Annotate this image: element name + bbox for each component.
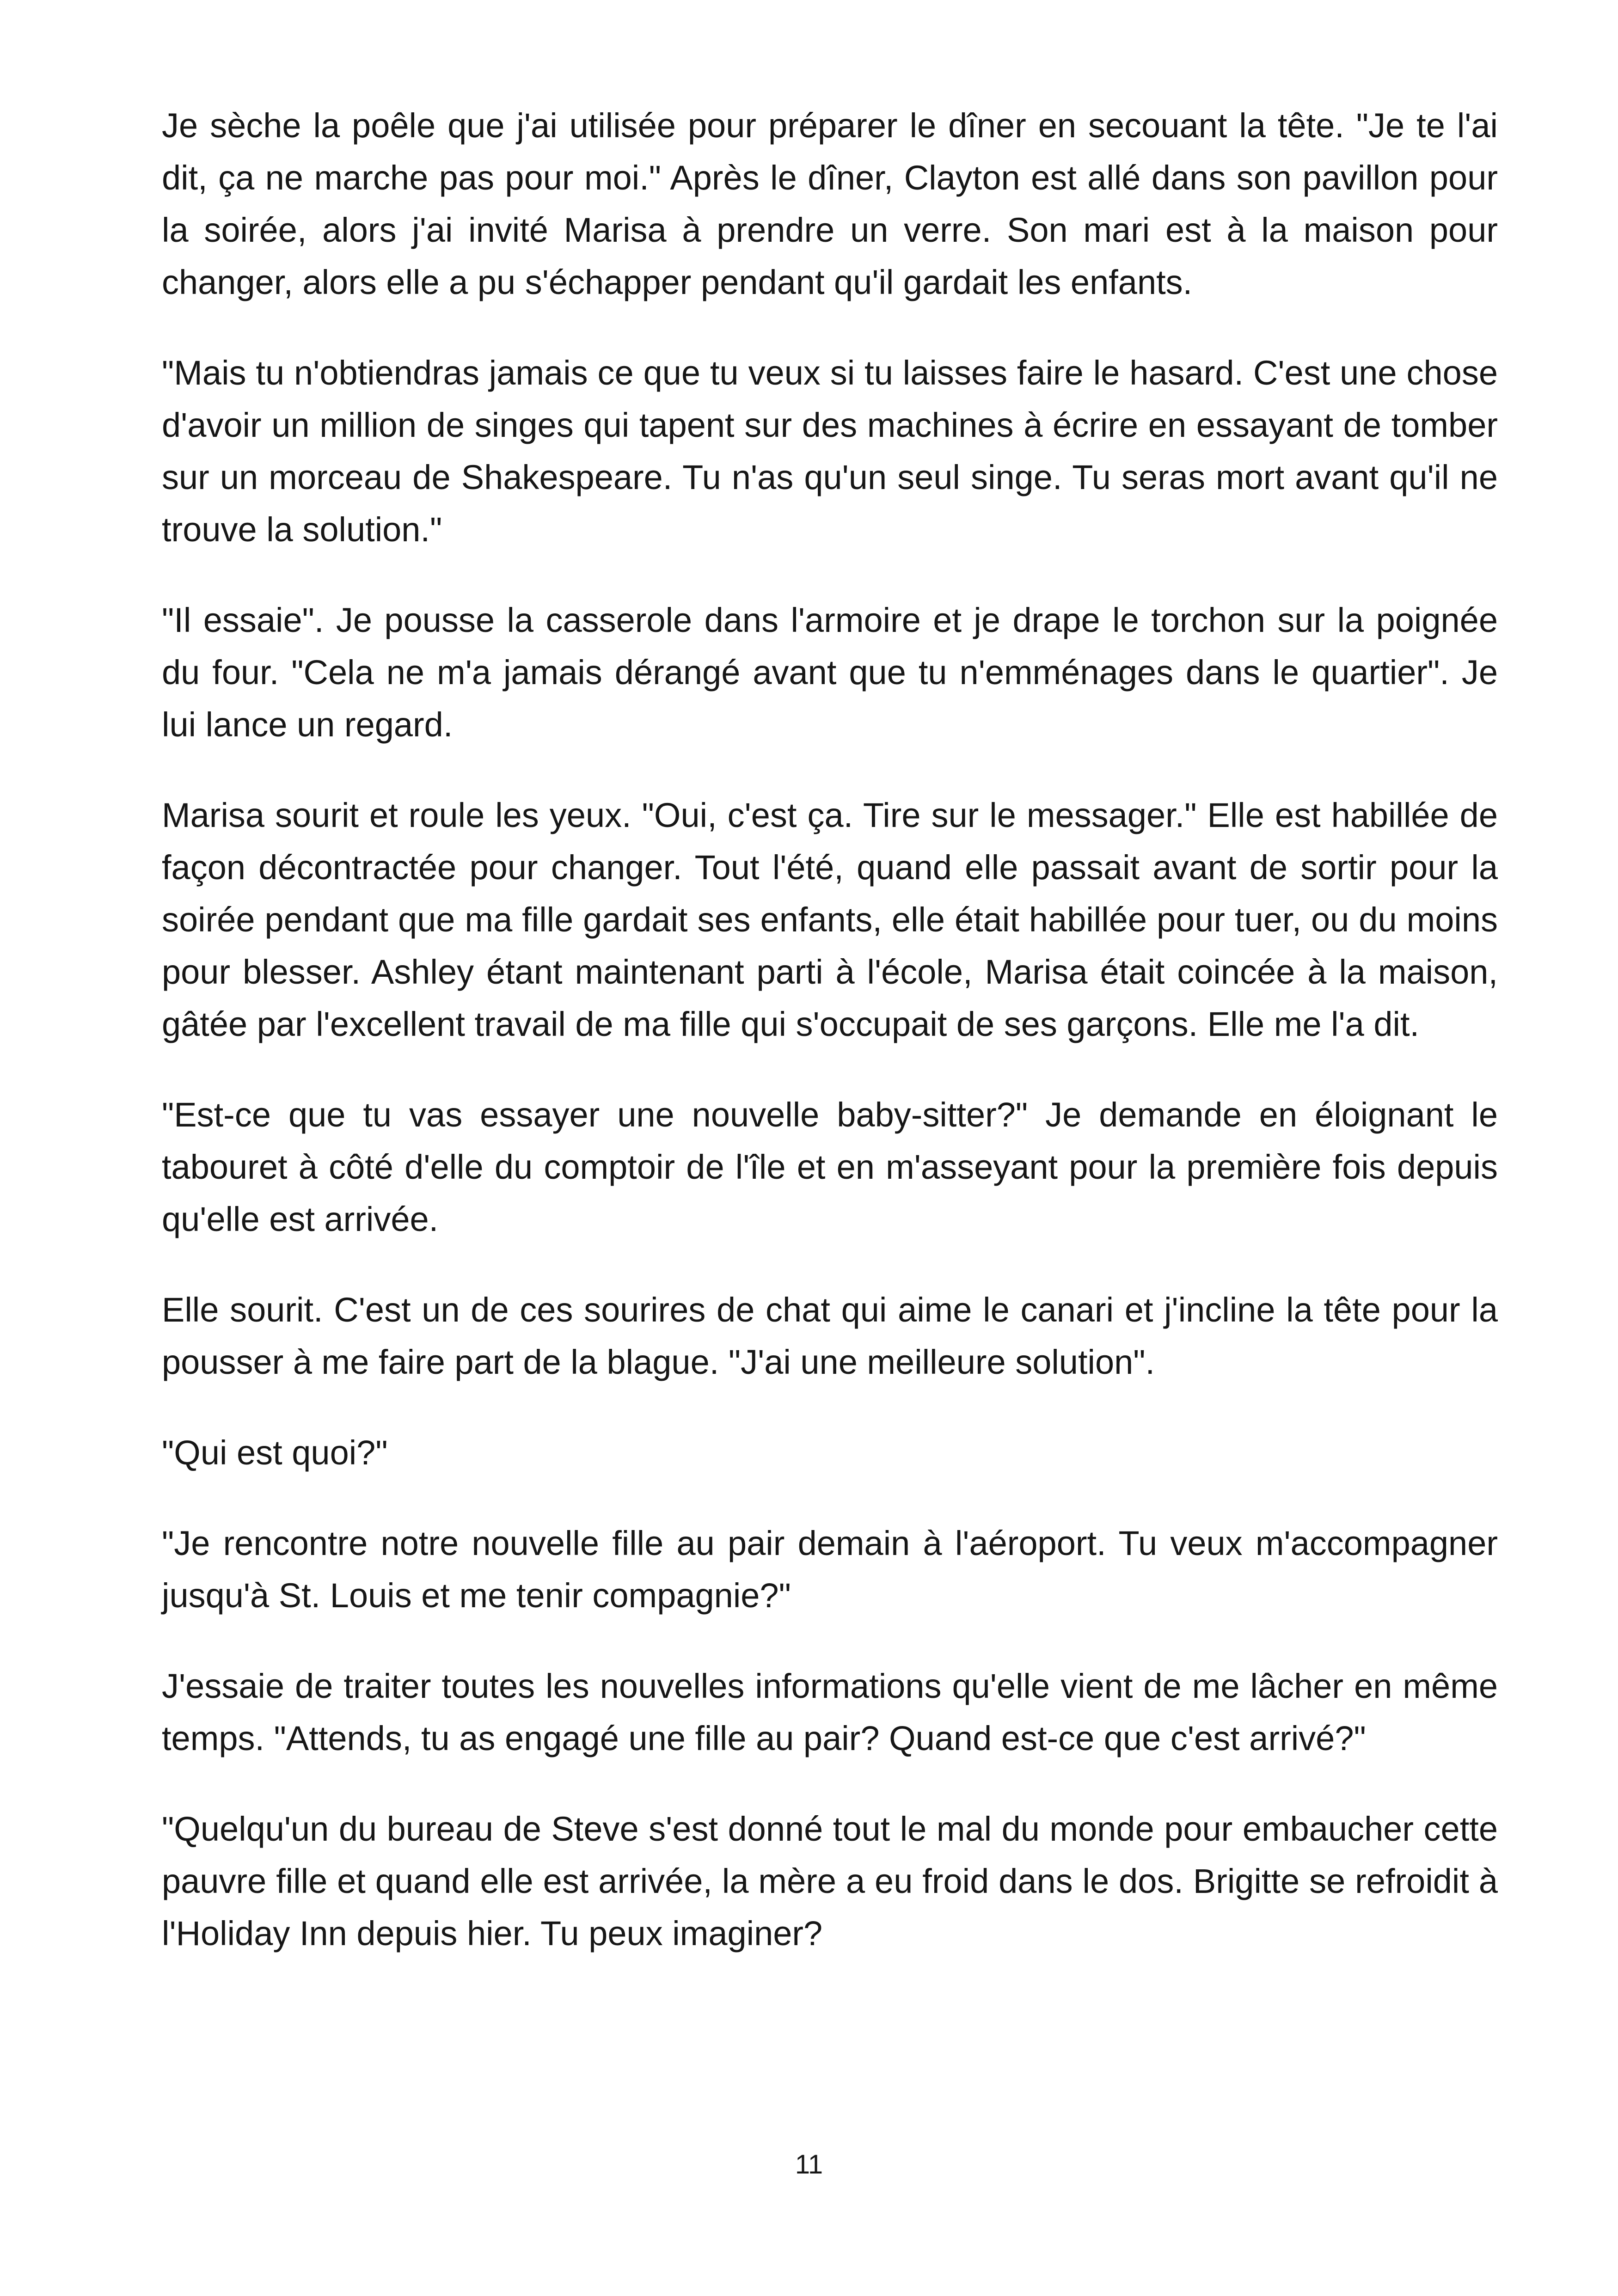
paragraph-9: J'essaie de traiter toutes les nouvelles informations qu'elle vient de me lâcher en même temps. "Attends, tu as engagé une fille au pair? Quand est-ce que c'est arrivé?" [162, 1667, 1498, 1757]
page-number: 11 [795, 2149, 823, 2180]
paragraph-3: "Il essaie". Je pousse la casserole dans l'armoire et je drape le torchon sur la poignée du four. "Cela ne m'a jamais dérangé avant que tu n'emménages dans le quartier". Je lui lance un regard. [162, 601, 1498, 744]
paragraph-2: "Mais tu n'obtiendras jamais ce que tu veux si tu laisses faire le hasard. C'est une chose d'avoir un million de singes qui tapent sur des machines à écrire en essayant de tomber sur un morceau de Shakespeare. Tu n'as qu'un seul singe. Tu seras mort avant qu'il ne trouve la solution." [162, 354, 1498, 549]
paragraph-1: Je sèche la poêle que j'ai utilisée pour préparer le dîner en secouant la tête. "Je te l'ai dit, ça ne marche pas pour moi." Après le dîner, Clayton est allé dans son pavillon pour la soirée, alors j'ai invité Marisa à prendre un verre. Son mari est à la maison pour changer, alors elle a pu s'échapper pendant qu'il gardait les enfants. [162, 106, 1498, 301]
paragraph-10: "Quelqu'un du bureau de Steve s'est donné tout le mal du monde pour embaucher cette pauvre fille et quand elle est arrivée, la mère a eu froid dans le dos. Brigitte se refroidit à l'Holiday Inn depuis hier. Tu peux imaginer? [162, 1810, 1498, 1953]
body-text [162, 99, 1498, 1959]
paragraph-6: Elle sourit. C'est un de ces sourires de chat qui aime le canari et j'incline la tête pour la pousser à me faire part de la blague. "J'ai une meilleure solution". [162, 1291, 1498, 1381]
paragraph-4: Marisa sourit et roule les yeux. "Oui, c'est ça. Tire sur le messager." Elle est habillée de façon décontractée pour changer. Tout l'été, quand elle passait avant de sortir pour la soirée pendant que ma fille gardait ses enfants, elle était habillée pour tuer, ou du moins pour blesser. Ashley étant maintenant parti à l'école, Marisa était coincée à la maison, gâtée par l'excellent travail de ma fille qui s'occupait de ses garçons. Elle me l'a dit. [162, 796, 1498, 1043]
paragraph-5: "Est-ce que tu vas essayer une nouvelle baby-sitter?" Je demande en éloignant le tabouret à côté d'elle du comptoir de l'île et en m'asseyant pour la première fois depuis qu'elle est arrivée. [162, 1096, 1498, 1238]
paragraph-8: "Je rencontre notre nouvelle fille au pair demain à l'aéroport. Tu veux m'accompagner jusqu'à St. Louis et me tenir compagnie?" [162, 1524, 1498, 1615]
paragraph-7: "Qui est quoi?" [162, 1433, 388, 1472]
